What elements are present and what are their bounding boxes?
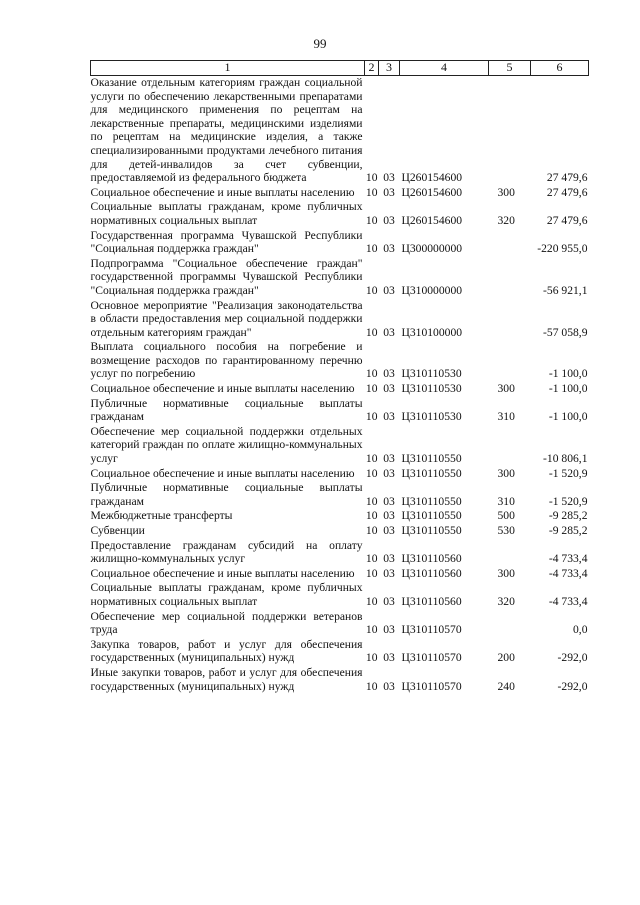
table-row xyxy=(91,200,589,228)
table-row xyxy=(91,481,589,509)
row-expense-type-cell: 300 xyxy=(497,466,515,480)
row-target-article-cell: Ц310110570 xyxy=(401,679,462,693)
row-target-article-cell: Ц310110560 xyxy=(401,552,462,566)
row-expense-type-cell: 500 xyxy=(497,509,515,523)
row-expense-type-cell: 300 xyxy=(497,382,515,396)
row-name-cell: Социальное обеспечение и иные выплаты населению xyxy=(90,566,355,580)
row-name-cell: Обеспечение мер социальной поддержки ветеранов труда xyxy=(90,609,363,637)
row-expense-type-cell: 310 xyxy=(497,410,515,424)
row-name-cell: Межбюджетные трансферты xyxy=(90,509,233,523)
row-target-article-cell: Ц310110550 xyxy=(401,524,462,537)
row-name-cell: Социальные выплаты гражданам, кроме публичных нормативных социальных выплат xyxy=(90,200,363,227)
row-expense-type-cell xyxy=(489,539,531,567)
row-name-cell: Публичные нормативные социальные выплаты гражданам xyxy=(90,396,363,424)
row-section-cell: 10 xyxy=(365,367,378,381)
row-target-article-cell: Ц310110530 xyxy=(401,410,462,424)
row-amount-cell: -57 058,9 xyxy=(543,325,588,339)
row-amount-cell: -220 955,0 xyxy=(537,242,588,256)
budget-table xyxy=(90,60,589,694)
row-section-cell: 10 xyxy=(365,410,378,424)
row-target-article-cell: Ц310100000 xyxy=(401,325,463,339)
table-row xyxy=(91,229,589,257)
row-name-cell: Социальное обеспечение и иные выплаты населению xyxy=(90,382,355,396)
table-row xyxy=(91,524,589,539)
row-target-article-cell: Ц300000000 xyxy=(401,242,463,256)
table-row xyxy=(91,539,589,567)
row-target-article-cell: Ц260154600 xyxy=(401,213,463,227)
table-row xyxy=(91,397,589,425)
row-expense-type-cell xyxy=(489,257,531,299)
row-amount-cell: -56 921,1 xyxy=(543,283,588,297)
row-amount-cell: -1 520,9 xyxy=(548,494,588,508)
row-name-cell: Предоставление гражданам субсидий на оплату жилищно-коммунальных услуг xyxy=(90,538,363,566)
row-subsection-cell: 03 xyxy=(383,410,395,424)
row-subsection-cell: 03 xyxy=(383,594,395,608)
row-subsection-cell: 03 xyxy=(383,213,395,227)
row-subsection-cell: 03 xyxy=(383,382,395,396)
table-row xyxy=(91,638,589,666)
row-expense-type-cell xyxy=(489,229,531,257)
column-header-subsection: 3 xyxy=(379,61,400,76)
column-header-expense-type: 5 xyxy=(489,61,531,76)
table-row xyxy=(91,76,589,186)
row-subsection-cell: 03 xyxy=(383,283,395,297)
row-subsection-cell: 03 xyxy=(383,452,395,466)
row-amount-cell: 27 479,6 xyxy=(546,171,588,185)
row-amount-cell: 27 479,6 xyxy=(546,185,588,199)
row-section-cell: 10 xyxy=(365,452,378,466)
row-expense-type-cell xyxy=(489,299,531,341)
column-header-amount: 6 xyxy=(531,61,589,76)
table-row xyxy=(91,257,589,299)
table-body xyxy=(91,76,589,695)
row-section-cell: 10 xyxy=(365,325,378,339)
row-section-cell: 10 xyxy=(365,213,378,227)
row-name-cell: Социальное обеспечение и иные выплаты населению xyxy=(90,466,355,480)
row-target-article-cell: Ц260154600 xyxy=(401,185,463,199)
row-name-cell: Социальные выплаты гражданам, кроме публичных нормативных социальных выплат xyxy=(90,581,363,608)
row-section-cell: 10 xyxy=(365,524,378,537)
row-expense-type-cell xyxy=(489,425,531,467)
row-expense-type-cell xyxy=(489,76,531,186)
row-name-cell: Подпрограмма "Социальное обеспечение граждан" государственной программы Чувашской Республики "Социальная поддержка граждан" xyxy=(90,256,363,297)
row-name-cell: Обеспечение мер социальной поддержки отдельных категорий граждан по оплате жилищно-коммунальных услуг xyxy=(90,424,363,466)
table-row xyxy=(91,382,589,397)
row-section-cell: 10 xyxy=(365,185,378,199)
row-expense-type-cell xyxy=(489,610,531,638)
row-section-cell: 10 xyxy=(365,552,378,566)
row-name-cell: Публичные нормативные социальные выплаты гражданам xyxy=(90,481,363,508)
table-header-row xyxy=(91,61,589,76)
row-name-cell: Социальное обеспечение и иные выплаты населению xyxy=(90,185,355,199)
row-subsection-cell: 03 xyxy=(383,242,395,256)
row-amount-cell: 0,0 xyxy=(573,623,588,637)
row-subsection-cell: 03 xyxy=(383,185,395,199)
row-target-article-cell: Ц310000000 xyxy=(401,283,463,297)
row-amount-cell: -4 733,4 xyxy=(548,552,588,566)
row-target-article-cell: Ц310110560 xyxy=(401,566,462,580)
table-row xyxy=(91,666,589,694)
row-subsection-cell: 03 xyxy=(383,466,395,480)
row-subsection-cell: 03 xyxy=(383,552,395,566)
row-name-cell: Выплата социального пособия на погребение и возмещение расходов по гарантированному перечню услуг по погребению xyxy=(90,340,363,381)
row-name-cell: Закупка товаров, работ и услуг для обеспечения государственных (муниципальных) нужд xyxy=(90,637,363,665)
row-target-article-cell: Ц260154600 xyxy=(401,171,463,185)
row-expense-type-cell: 300 xyxy=(497,185,515,199)
row-section-cell: 10 xyxy=(365,623,378,637)
row-subsection-cell: 03 xyxy=(383,325,395,339)
row-expense-type-cell: 200 xyxy=(497,651,515,665)
table-row xyxy=(91,467,589,482)
row-amount-cell: -1 100,0 xyxy=(548,382,588,396)
row-target-article-cell: Ц310110550 xyxy=(401,509,462,523)
row-amount-cell: -9 285,2 xyxy=(548,509,588,523)
row-amount-cell: -1 520,9 xyxy=(548,466,588,480)
row-target-article-cell: Ц310110530 xyxy=(401,382,462,396)
row-name-cell: Государственная программа Чувашской Республики "Социальная поддержка граждан" xyxy=(90,228,363,256)
row-amount-cell: -292,0 xyxy=(557,651,588,665)
row-target-article-cell: Ц310110550 xyxy=(401,494,462,508)
column-header-name: 1 xyxy=(91,61,365,76)
row-name-cell: Оказание отдельным категориям граждан социальной услуги по обеспечению лекарственными препаратами для медицинского применения по рецептам на лекарственные препараты, медицинскими изделиями по рецептам на медицинские изделия, а также специализированными продуктами лечебного питания для детей-инвалидов за счет субвенции, предоставляемой из федерального бюджета xyxy=(90,76,363,185)
page-number: 99 xyxy=(313,36,327,51)
row-name-cell: Основное мероприятие "Реализация законодательства в области предоставления мер социальной поддержки отдельным категориям граждан" xyxy=(90,298,363,339)
row-subsection-cell: 03 xyxy=(383,367,395,381)
row-amount-cell: 27 479,6 xyxy=(546,213,588,227)
row-expense-type-cell xyxy=(489,340,531,382)
row-section-cell: 10 xyxy=(365,171,378,185)
row-target-article-cell: Ц310110530 xyxy=(401,367,462,381)
row-subsection-cell: 03 xyxy=(383,171,395,185)
row-section-cell: 10 xyxy=(365,566,378,580)
table-row xyxy=(91,581,589,609)
column-header-section: 2 xyxy=(365,61,379,76)
table-row xyxy=(91,299,589,341)
table-row xyxy=(91,340,589,382)
row-amount-cell: -9 285,2 xyxy=(548,524,588,537)
row-section-cell: 10 xyxy=(365,651,378,665)
table-row xyxy=(91,610,589,638)
row-target-article-cell: Ц310110550 xyxy=(401,452,462,466)
table-row xyxy=(91,425,589,467)
row-section-cell: 10 xyxy=(365,679,378,693)
row-expense-type-cell: 300 xyxy=(497,566,515,580)
row-section-cell: 10 xyxy=(365,382,378,396)
row-expense-type-cell: 320 xyxy=(497,594,515,608)
row-name-cell: Субвенции xyxy=(90,524,145,537)
row-section-cell: 10 xyxy=(365,509,378,523)
row-subsection-cell: 03 xyxy=(383,651,395,665)
row-section-cell: 10 xyxy=(365,594,378,608)
table-row xyxy=(91,186,589,201)
row-subsection-cell: 03 xyxy=(383,679,395,693)
table-row xyxy=(91,567,589,582)
column-header-target-article: 4 xyxy=(400,61,489,76)
row-amount-cell: -4 733,4 xyxy=(548,594,588,608)
row-amount-cell: -10 806,1 xyxy=(543,452,588,466)
row-expense-type-cell: 310 xyxy=(497,494,515,508)
row-target-article-cell: Ц310110560 xyxy=(401,594,462,608)
row-target-article-cell: Ц310110570 xyxy=(401,651,462,665)
row-target-article-cell: Ц310110550 xyxy=(401,466,462,480)
row-subsection-cell: 03 xyxy=(383,623,395,637)
row-name-cell: Иные закупки товаров, работ и услуг для обеспечения государственных (муниципальных) нужд xyxy=(90,665,363,693)
row-subsection-cell: 03 xyxy=(383,509,395,523)
row-section-cell: 10 xyxy=(365,242,378,256)
row-section-cell: 10 xyxy=(365,283,378,297)
row-subsection-cell: 03 xyxy=(383,494,395,508)
row-target-article-cell: Ц310110570 xyxy=(401,623,462,637)
row-expense-type-cell: 320 xyxy=(497,213,515,227)
row-amount-cell: -1 100,0 xyxy=(548,367,588,381)
row-subsection-cell: 03 xyxy=(383,566,395,580)
row-expense-type-cell: 530 xyxy=(497,524,515,537)
row-section-cell: 10 xyxy=(365,494,378,508)
row-amount-cell: -292,0 xyxy=(557,679,588,693)
row-amount-cell: -1 100,0 xyxy=(548,410,588,424)
table-row xyxy=(91,509,589,524)
row-amount-cell: -4 733,4 xyxy=(548,566,588,580)
row-section-cell: 10 xyxy=(365,466,378,480)
row-subsection-cell: 03 xyxy=(383,524,395,537)
row-expense-type-cell: 240 xyxy=(497,679,515,693)
